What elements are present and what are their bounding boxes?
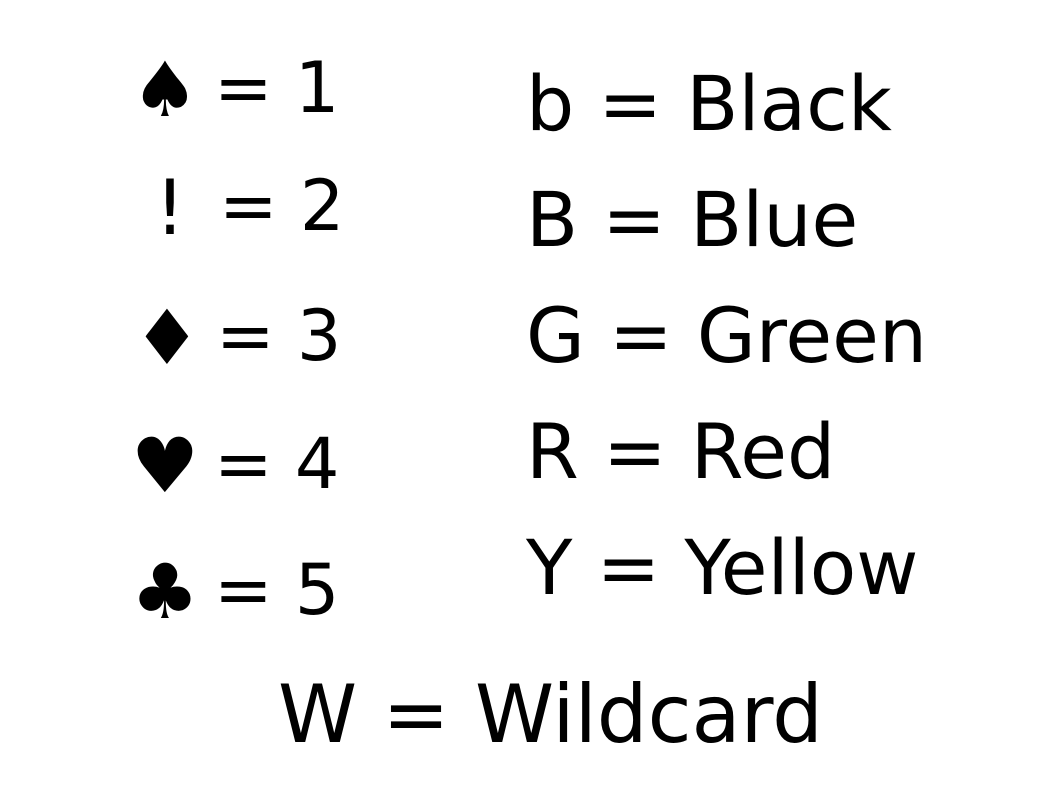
symbol-value-label: = 5 <box>214 549 340 631</box>
heart-icon: ♥ <box>130 421 200 510</box>
color-row-blue: B = Blue <box>526 175 859 264</box>
club-icon: ♣ <box>130 547 200 636</box>
symbol-value-label: = 3 <box>216 295 342 377</box>
wildcard-row: W = Wildcard <box>278 668 823 761</box>
exclamation-icon: ! <box>154 163 186 252</box>
symbol-row-club <box>130 547 340 636</box>
symbol-row-spade <box>130 45 340 134</box>
spade-icon: ♠ <box>130 45 200 134</box>
color-row-yellow: Y = Yellow <box>526 523 919 612</box>
symbol-row-exclamation <box>135 163 345 252</box>
color-row-black: b = Black <box>526 59 892 148</box>
symbol-value-label: = 4 <box>214 423 340 505</box>
color-row-red: R = Red <box>526 407 836 496</box>
color-row-green: G = Green <box>526 291 928 380</box>
symbol-row-heart <box>130 421 340 510</box>
symbol-value-label: = 2 <box>219 165 345 247</box>
symbol-row-diamond <box>132 293 342 382</box>
diamond-icon: ♦ <box>132 293 202 382</box>
symbol-value-label: = 1 <box>214 47 340 129</box>
